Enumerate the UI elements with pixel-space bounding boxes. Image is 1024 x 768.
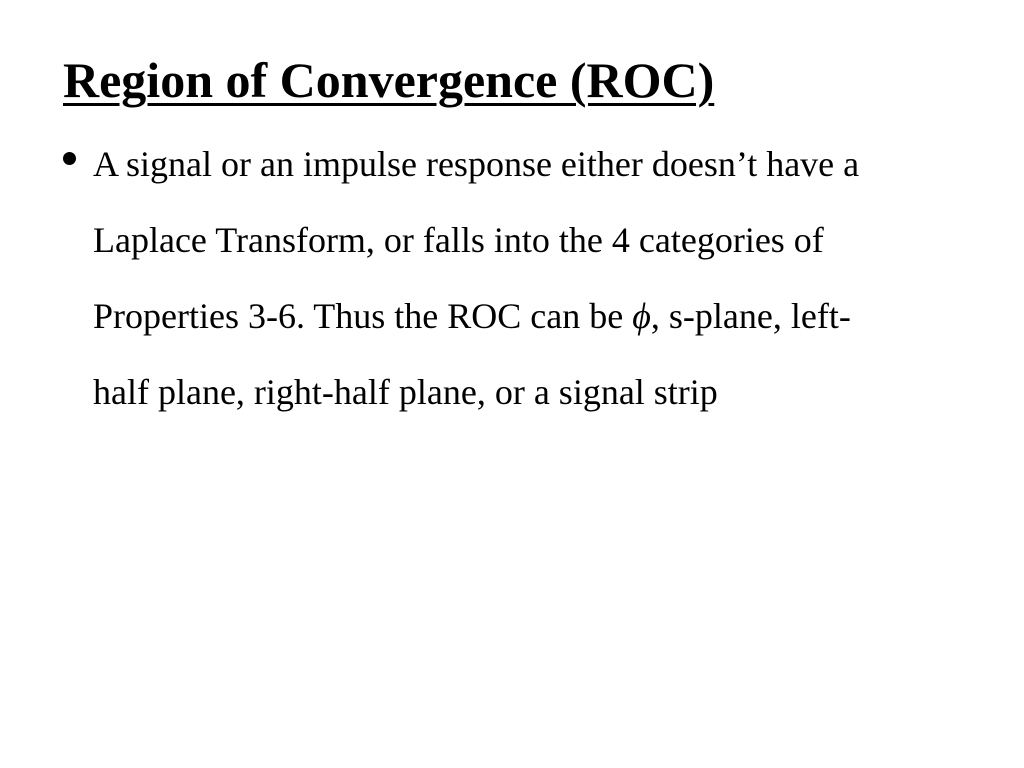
slide-title: Region of Convergence (ROC) xyxy=(63,52,715,108)
bullet-text-line-4: half plane, right-half plane, or a signal strip xyxy=(93,372,718,412)
bullet-text-line-1: A signal or an impulse response either doesn’t have a xyxy=(93,144,860,184)
bullet-list xyxy=(0,126,1024,430)
empty-set-symbol: ϕ xyxy=(632,296,651,336)
bullet-dot-icon xyxy=(63,152,76,165)
bullet-item xyxy=(0,126,1013,430)
bullet-text-segment: , s-plane, left- xyxy=(650,296,851,336)
bullet-text-segment: Properties 3-6. Thus the ROC can be xyxy=(93,296,633,336)
bullet-text-line-3 xyxy=(93,278,1013,354)
bullet-text-line-2: Laplace Transform, or falls into the 4 categories of xyxy=(93,220,824,260)
